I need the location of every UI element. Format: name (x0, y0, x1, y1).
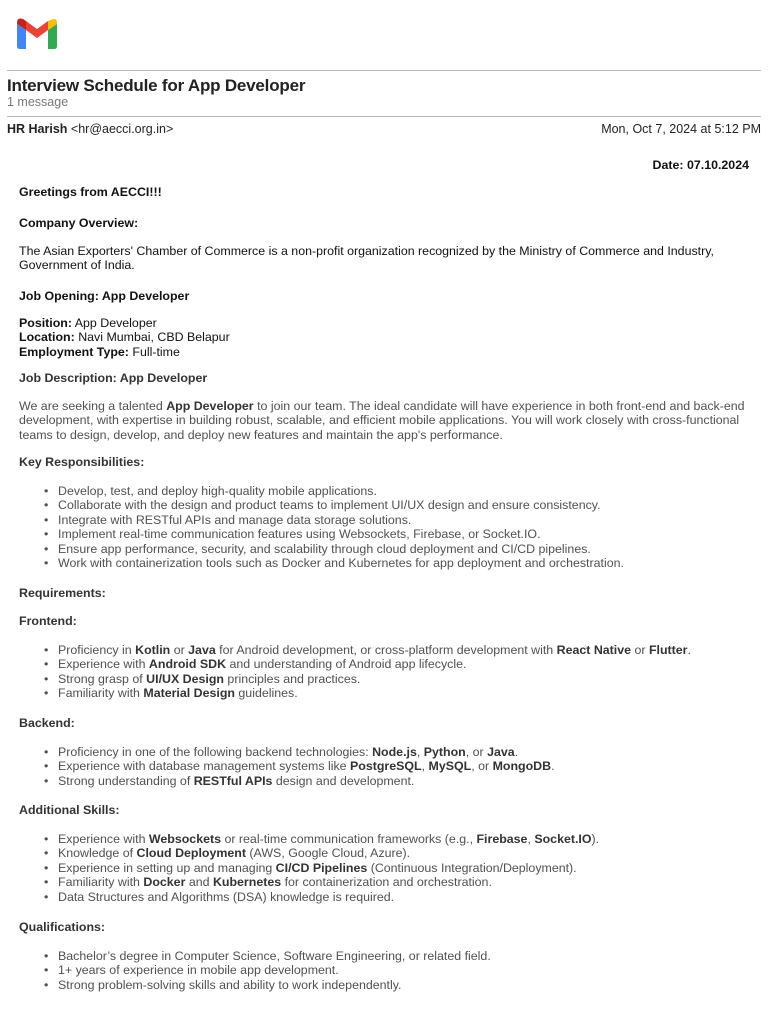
requirements-heading: Requirements: (19, 586, 106, 600)
additional-skills-heading: Additional Skills: (19, 803, 120, 817)
list-item: • Strong grasp of UI/UX Design principles and practices. (19, 672, 749, 686)
gmail-logo-icon (16, 18, 58, 50)
list-item: • Experience with database management systems like PostgreSQL, MySQL, or MongoDB. (19, 759, 749, 773)
list-item: • Collaborate with the design and product teams to implement UI/UX design and ensure consistency. (19, 498, 749, 512)
list-item: • Strong understanding of RESTful APIs design and development. (19, 774, 749, 788)
list-item: • Experience with Websockets or real-time communication frameworks (e.g., Firebase, Socket.IO). (19, 832, 749, 846)
subject-divider (7, 116, 761, 117)
list-item: • Familiarity with Docker and Kubernetes for containerization and orchestration. (19, 875, 749, 889)
email-subject: Interview Schedule for App Developer (7, 76, 306, 95)
sender-name: HR Harish (7, 122, 68, 136)
list-item: • Proficiency in one of the following backend technologies: Node.js, Python, or Java. (19, 745, 749, 759)
list-item: • Proficiency in Kotlin or Java for Android development, or cross-platform development with React Native or Flutter. (19, 643, 749, 657)
message-count: 1 message (7, 95, 69, 109)
job-details (19, 316, 749, 359)
frontend-heading: Frontend: (19, 614, 77, 628)
list-item: • Develop, test, and deploy high-quality mobile applications. (19, 484, 749, 498)
jd-paragraph: We are seeking a talented App Developer to join our team. The ideal candidate will have experience in both front-end and back-end development, with expertise in building robust, scalable, and efficient mobile applications. You will work closely with cross-functional teams to design, develop, and deploy new features and maintain the app's performance. (19, 399, 745, 442)
qualifications-list (19, 949, 749, 992)
sender-line (7, 122, 173, 136)
detail-employment-type: Employment Type: Full-time (19, 344, 180, 359)
detail-location: Location: Navi Mumbai, CBD Belapur (19, 330, 230, 345)
list-item: • Implement real-time communication features using Websockets, Firebase, or Socket.IO. (19, 527, 749, 541)
list-item: • Familiarity with Material Design guidelines. (19, 686, 749, 700)
backend-list (19, 745, 749, 788)
list-item: • Experience in setting up and managing CI/CD Pipelines (Continuous Integration/Deployment). (19, 861, 749, 875)
greeting: Greetings from AECCI!!! (19, 185, 162, 199)
list-item: • 1+ years of experience in mobile app development. (19, 963, 749, 977)
header-divider (7, 70, 761, 71)
overview-text: The Asian Exporters' Chamber of Commerce is a non-profit organization recognized by the Ministry of Commerce and Industry, Government of India. (19, 244, 714, 273)
list-item: • Experience with Android SDK and understanding of Android app lifecycle. (19, 657, 749, 671)
list-item: • Work with containerization tools such as Docker and Kubernetes for app deployment and orchestration. (19, 556, 749, 570)
backend-heading: Backend: (19, 716, 75, 730)
detail-position: Position: App Developer (19, 316, 157, 330)
responsibilities-list (19, 484, 749, 570)
qualifications-heading: Qualifications: (19, 920, 106, 934)
list-item: • Ensure app performance, security, and scalability through cloud deployment and CI/CD pipelines. (19, 542, 749, 556)
job-opening-heading: Job Opening: App Developer (19, 289, 190, 303)
list-item: • Data Structures and Algorithms (DSA) knowledge is required. (19, 890, 749, 904)
sender-email[interactable]: <hr@aecci.org.in> (70, 122, 174, 136)
responsibilities-heading: Key Responsibilities: (19, 455, 145, 469)
jd-heading: Job Description: App Developer (19, 371, 208, 385)
sent-timestamp: Mon, Oct 7, 2024 at 5:12 PM (601, 122, 761, 136)
frontend-list (19, 643, 749, 701)
list-item: • Knowledge of Cloud Deployment (AWS, Google Cloud, Azure). (19, 846, 749, 860)
additional-skills-list (19, 832, 749, 904)
overview-heading: Company Overview: (19, 216, 139, 230)
list-item: • Bachelor’s degree in Computer Science, Software Engineering, or related field. (19, 949, 749, 963)
list-item: • Strong problem-solving skills and ability to work independently. (19, 978, 749, 992)
list-item: • Integrate with RESTful APIs and manage data storage solutions. (19, 513, 749, 527)
letter-date: Date: 07.10.2024 (652, 158, 749, 172)
